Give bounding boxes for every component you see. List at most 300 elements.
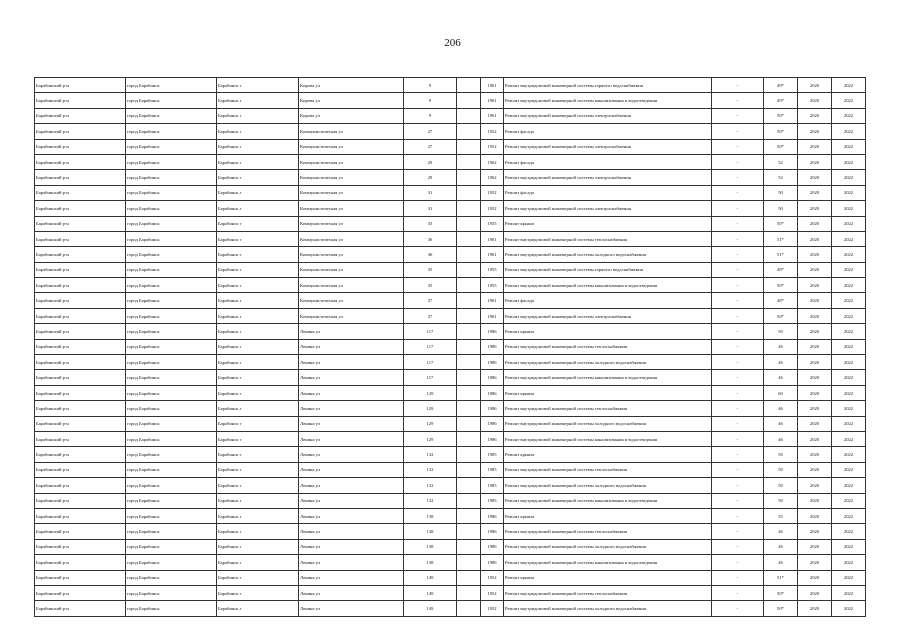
house-number-cell: 138	[404, 539, 457, 554]
street-cell: Коммунистическая ул	[299, 139, 404, 154]
blank-cell	[457, 431, 481, 446]
city-cell: Барабинск г	[217, 93, 299, 108]
start-year-cell: 2020	[798, 185, 832, 200]
work-type-cell: Ремонт внутридомовой инженерной системы горячего водоснабжения	[504, 78, 712, 93]
dash-cell: -	[712, 108, 764, 123]
city-cell: Барабинск г	[217, 385, 299, 400]
build-year-cell: 1985	[481, 447, 504, 462]
house-number-cell: 129	[404, 416, 457, 431]
value-cell: 46	[764, 524, 798, 539]
end-year-cell: 2022	[832, 524, 866, 539]
street-cell: Кирова ул	[299, 93, 404, 108]
table-body	[35, 78, 866, 617]
work-type-cell: Ремонт внутридомовой инженерной системы горячего водоснабжения	[504, 262, 712, 277]
district-cell: Барабинский р-н	[35, 124, 126, 139]
street-cell: Коммунистическая ул	[299, 231, 404, 246]
blank-cell	[457, 339, 481, 354]
city-cell: Барабинск г	[217, 355, 299, 370]
start-year-cell: 2020	[798, 431, 832, 446]
district-cell: Барабинский р-н	[35, 431, 126, 446]
end-year-cell: 2022	[832, 478, 866, 493]
value-cell: 49*	[764, 93, 798, 108]
district-cell: Барабинский р-н	[35, 524, 126, 539]
city-cell: Барабинск г	[217, 478, 299, 493]
house-number-cell: 9	[404, 108, 457, 123]
start-year-cell: 2020	[798, 478, 832, 493]
end-year-cell: 2022	[832, 308, 866, 323]
table-row	[35, 308, 866, 323]
settlement-cell: город Барабинск	[126, 93, 217, 108]
district-cell: Барабинский р-н	[35, 201, 126, 216]
house-number-cell: 29	[404, 170, 457, 185]
district-cell: Барабинский р-н	[35, 493, 126, 508]
dash-cell: -	[712, 324, 764, 339]
end-year-cell: 2022	[832, 247, 866, 262]
end-year-cell: 2022	[832, 139, 866, 154]
value-cell: 50*	[764, 278, 798, 293]
work-type-cell: Ремонт внутридомовой инженерной системы теплоснабжения	[504, 231, 712, 246]
start-year-cell: 2020	[798, 293, 832, 308]
end-year-cell: 2022	[832, 170, 866, 185]
house-number-cell: 9	[404, 93, 457, 108]
start-year-cell: 2020	[798, 139, 832, 154]
table-row	[35, 401, 866, 416]
settlement-cell: город Барабинск	[126, 555, 217, 570]
work-type-cell: Ремонт фасада	[504, 124, 712, 139]
build-year-cell: 1986	[481, 431, 504, 446]
work-type-cell: Ремонт крыши	[504, 216, 712, 231]
build-year-cell: 1952	[481, 124, 504, 139]
start-year-cell: 2020	[798, 93, 832, 108]
blank-cell	[457, 293, 481, 308]
start-year-cell: 2020	[798, 385, 832, 400]
district-cell: Барабинский р-н	[35, 416, 126, 431]
work-type-cell: Ремонт внутридомовой инженерной системы холодного водоснабжения	[504, 355, 712, 370]
work-type-cell: Ремонт фасада	[504, 185, 712, 200]
district-cell: Барабинский р-н	[35, 324, 126, 339]
build-year-cell: 1986	[481, 524, 504, 539]
end-year-cell: 2022	[832, 108, 866, 123]
city-cell: Барабинск г	[217, 278, 299, 293]
dash-cell: -	[712, 524, 764, 539]
table-row	[35, 124, 866, 139]
table-row	[35, 585, 866, 600]
value-cell: 49*	[764, 78, 798, 93]
dash-cell: -	[712, 447, 764, 462]
work-type-cell: Ремонт крыши	[504, 570, 712, 585]
district-cell: Барабинский р-н	[35, 231, 126, 246]
value-cell: 50	[764, 201, 798, 216]
blank-cell	[457, 170, 481, 185]
start-year-cell: 2020	[798, 108, 832, 123]
city-cell: Барабинск г	[217, 585, 299, 600]
start-year-cell: 2020	[798, 401, 832, 416]
house-number-cell: 138	[404, 524, 457, 539]
work-type-cell: Ремонт внутридомовой инженерной системы холодного водоснабжения	[504, 247, 712, 262]
settlement-cell: город Барабинск	[126, 324, 217, 339]
table-row	[35, 539, 866, 554]
settlement-cell: город Барабинск	[126, 231, 217, 246]
value-cell: 50*	[764, 585, 798, 600]
end-year-cell: 2022	[832, 585, 866, 600]
end-year-cell: 2022	[832, 216, 866, 231]
table-row	[35, 431, 866, 446]
dash-cell: -	[712, 278, 764, 293]
table-row	[35, 524, 866, 539]
value-cell: 50*	[764, 108, 798, 123]
settlement-cell: город Барабинск	[126, 78, 217, 93]
house-number-cell: 132	[404, 462, 457, 477]
house-number-cell: 117	[404, 339, 457, 354]
street-cell: Ленина ул	[299, 478, 404, 493]
build-year-cell: 1952	[481, 570, 504, 585]
city-cell: Барабинск г	[217, 124, 299, 139]
settlement-cell: город Барабинск	[126, 293, 217, 308]
table-row	[35, 185, 866, 200]
start-year-cell: 2020	[798, 278, 832, 293]
table-row	[35, 570, 866, 585]
settlement-cell: город Барабинск	[126, 355, 217, 370]
house-number-cell: 132	[404, 478, 457, 493]
city-cell: Барабинск г	[217, 555, 299, 570]
district-cell: Барабинский р-н	[35, 601, 126, 616]
table-row	[35, 170, 866, 185]
table-row	[35, 355, 866, 370]
settlement-cell: город Барабинск	[126, 308, 217, 323]
street-cell: Ленина ул	[299, 355, 404, 370]
build-year-cell: 1961	[481, 231, 504, 246]
street-cell: Ленина ул	[299, 324, 404, 339]
start-year-cell: 2020	[798, 339, 832, 354]
city-cell: Барабинск г	[217, 570, 299, 585]
build-year-cell: 1986	[481, 416, 504, 431]
city-cell: Барабинск г	[217, 431, 299, 446]
city-cell: Барабинск г	[217, 508, 299, 523]
value-cell: 46	[764, 339, 798, 354]
value-cell: 50	[764, 185, 798, 200]
start-year-cell: 2020	[798, 324, 832, 339]
value-cell: 50	[764, 493, 798, 508]
build-year-cell: 1986	[481, 401, 504, 416]
blank-cell	[457, 601, 481, 616]
street-cell: Ленина ул	[299, 555, 404, 570]
settlement-cell: город Барабинск	[126, 431, 217, 446]
end-year-cell: 2022	[832, 339, 866, 354]
start-year-cell: 2020	[798, 216, 832, 231]
build-year-cell: 1962	[481, 154, 504, 169]
end-year-cell: 2022	[832, 231, 866, 246]
table-row	[35, 493, 866, 508]
street-cell: Коммунистическая ул	[299, 201, 404, 216]
district-cell: Барабинский р-н	[35, 462, 126, 477]
district-cell: Барабинский р-н	[35, 370, 126, 385]
table-row	[35, 324, 866, 339]
value-cell: 51*	[764, 570, 798, 585]
street-cell: Ленина ул	[299, 416, 404, 431]
build-year-cell: 1986	[481, 385, 504, 400]
dash-cell: -	[712, 185, 764, 200]
table-row	[35, 385, 866, 400]
end-year-cell: 2022	[832, 385, 866, 400]
city-cell: Барабинск г	[217, 339, 299, 354]
end-year-cell: 2022	[832, 124, 866, 139]
settlement-cell: город Барабинск	[126, 447, 217, 462]
build-year-cell: 1961	[481, 293, 504, 308]
house-number-cell: 117	[404, 370, 457, 385]
end-year-cell: 2022	[832, 324, 866, 339]
work-type-cell: Ремонт внутридомовой инженерной системы канализования и водоотведения	[504, 493, 712, 508]
district-cell: Барабинский р-н	[35, 401, 126, 416]
city-cell: Барабинск г	[217, 293, 299, 308]
house-number-cell: 138	[404, 508, 457, 523]
blank-cell	[457, 231, 481, 246]
table-row	[35, 139, 866, 154]
house-number-cell: 129	[404, 431, 457, 446]
start-year-cell: 2020	[798, 78, 832, 93]
value-cell: 46	[764, 431, 798, 446]
build-year-cell: 1962	[481, 170, 504, 185]
dash-cell: -	[712, 478, 764, 493]
table-row	[35, 216, 866, 231]
settlement-cell: город Барабинск	[126, 539, 217, 554]
district-cell: Барабинский р-н	[35, 293, 126, 308]
settlement-cell: город Барабинск	[126, 216, 217, 231]
value-cell: 52	[764, 170, 798, 185]
dash-cell: -	[712, 385, 764, 400]
district-cell: Барабинский р-н	[35, 278, 126, 293]
start-year-cell: 2020	[798, 370, 832, 385]
start-year-cell: 2020	[798, 524, 832, 539]
street-cell: Ленина ул	[299, 401, 404, 416]
street-cell: Ленина ул	[299, 508, 404, 523]
city-cell: Барабинск г	[217, 493, 299, 508]
build-year-cell: 1952	[481, 139, 504, 154]
build-year-cell: 1986	[481, 539, 504, 554]
start-year-cell: 2020	[798, 447, 832, 462]
build-year-cell: 1986	[481, 555, 504, 570]
value-cell: 52	[764, 154, 798, 169]
dash-cell: -	[712, 539, 764, 554]
street-cell: Кирова ул	[299, 78, 404, 93]
table-row	[35, 231, 866, 246]
city-cell: Барабинск г	[217, 324, 299, 339]
work-type-cell: Ремонт внутридомовой инженерной системы теплоснабжения	[504, 585, 712, 600]
district-cell: Барабинский р-н	[35, 585, 126, 600]
value-cell: 46	[764, 370, 798, 385]
dash-cell: -	[712, 508, 764, 523]
blank-cell	[457, 262, 481, 277]
dash-cell: -	[712, 555, 764, 570]
table-row	[35, 508, 866, 523]
dash-cell: -	[712, 78, 764, 93]
table-row	[35, 247, 866, 262]
start-year-cell: 2020	[798, 231, 832, 246]
city-cell: Барабинск г	[217, 216, 299, 231]
city-cell: Барабинск г	[217, 601, 299, 616]
street-cell: Ленина ул	[299, 431, 404, 446]
build-year-cell: 1955	[481, 216, 504, 231]
district-cell: Барабинский р-н	[35, 555, 126, 570]
district-cell: Барабинский р-н	[35, 170, 126, 185]
table-row	[35, 78, 866, 93]
end-year-cell: 2022	[832, 201, 866, 216]
city-cell: Барабинск г	[217, 401, 299, 416]
district-cell: Барабинский р-н	[35, 355, 126, 370]
dash-cell: -	[712, 493, 764, 508]
build-year-cell: 1961	[481, 247, 504, 262]
build-year-cell: 1961	[481, 93, 504, 108]
house-number-cell: 129	[404, 401, 457, 416]
work-type-cell: Ремонт внутридомовой инженерной системы электроснабжения	[504, 170, 712, 185]
dash-cell: -	[712, 293, 764, 308]
value-cell: 51*	[764, 231, 798, 246]
value-cell: 50	[764, 324, 798, 339]
blank-cell	[457, 216, 481, 231]
blank-cell	[457, 355, 481, 370]
house-number-cell: 9	[404, 78, 457, 93]
work-type-cell: Ремонт внутридомовой инженерной системы теплоснабжения	[504, 401, 712, 416]
settlement-cell: город Барабинск	[126, 201, 217, 216]
dash-cell: -	[712, 431, 764, 446]
end-year-cell: 2022	[832, 601, 866, 616]
value-cell: 46	[764, 539, 798, 554]
value-cell: 55	[764, 508, 798, 523]
city-cell: Барабинск г	[217, 370, 299, 385]
blank-cell	[457, 93, 481, 108]
city-cell: Барабинск г	[217, 447, 299, 462]
street-cell: Ленина ул	[299, 524, 404, 539]
table-row	[35, 555, 866, 570]
city-cell: Барабинск г	[217, 247, 299, 262]
work-type-cell: Ремонт внутридомовой инженерной системы канализования и водоотведения	[504, 555, 712, 570]
settlement-cell: город Барабинск	[126, 185, 217, 200]
work-type-cell: Ремонт крыши	[504, 508, 712, 523]
build-year-cell: 1952	[481, 201, 504, 216]
district-cell: Барабинский р-н	[35, 478, 126, 493]
street-cell: Ленина ул	[299, 385, 404, 400]
table-row	[35, 601, 866, 616]
dash-cell: -	[712, 339, 764, 354]
dash-cell: -	[712, 262, 764, 277]
value-cell: 46	[764, 401, 798, 416]
house-number-cell: 33	[404, 216, 457, 231]
blank-cell	[457, 385, 481, 400]
build-year-cell: 1986	[481, 508, 504, 523]
work-type-cell: Ремонт внутридомовой инженерной системы теплоснабжения	[504, 339, 712, 354]
settlement-cell: город Барабинск	[126, 262, 217, 277]
house-number-cell: 35	[404, 262, 457, 277]
house-number-cell: 27	[404, 124, 457, 139]
dash-cell: -	[712, 124, 764, 139]
settlement-cell: город Барабинск	[126, 493, 217, 508]
work-type-cell: Ремонт внутридомовой инженерной системы холодного водоснабжения	[504, 416, 712, 431]
value-cell: 48*	[764, 293, 798, 308]
table-row	[35, 370, 866, 385]
work-type-cell: Ремонт фасада	[504, 154, 712, 169]
street-cell: Коммунистическая ул	[299, 154, 404, 169]
value-cell: 50*	[764, 601, 798, 616]
district-cell: Барабинский р-н	[35, 247, 126, 262]
work-type-cell: Ремонт крыши	[504, 447, 712, 462]
blank-cell	[457, 108, 481, 123]
city-cell: Барабинск г	[217, 539, 299, 554]
end-year-cell: 2022	[832, 401, 866, 416]
start-year-cell: 2020	[798, 124, 832, 139]
blank-cell	[457, 324, 481, 339]
start-year-cell: 2020	[798, 154, 832, 169]
end-year-cell: 2022	[832, 447, 866, 462]
dash-cell: -	[712, 139, 764, 154]
work-type-cell: Ремонт внутридомовой инженерной системы холодного водоснабжения	[504, 478, 712, 493]
settlement-cell: город Барабинск	[126, 339, 217, 354]
work-type-cell: Ремонт внутридомовой инженерной системы холодного водоснабжения	[504, 601, 712, 616]
house-number-cell: 31	[404, 185, 457, 200]
settlement-cell: город Барабинск	[126, 416, 217, 431]
blank-cell	[457, 185, 481, 200]
work-type-cell: Ремонт внутридомовой инженерной системы канализования и водоотведения	[504, 278, 712, 293]
end-year-cell: 2022	[832, 555, 866, 570]
end-year-cell: 2022	[832, 570, 866, 585]
district-cell: Барабинский р-н	[35, 154, 126, 169]
settlement-cell: город Барабинск	[126, 370, 217, 385]
work-type-cell: Ремонт внутридомовой инженерной системы электроснабжения	[504, 201, 712, 216]
blank-cell	[457, 370, 481, 385]
district-cell: Барабинский р-н	[35, 508, 126, 523]
city-cell: Барабинск г	[217, 139, 299, 154]
start-year-cell: 2020	[798, 462, 832, 477]
dash-cell: -	[712, 462, 764, 477]
district-cell: Барабинский р-н	[35, 339, 126, 354]
dash-cell: -	[712, 170, 764, 185]
city-cell: Барабинск г	[217, 154, 299, 169]
value-cell: 48*	[764, 262, 798, 277]
street-cell: Коммунистическая ул	[299, 278, 404, 293]
district-cell: Барабинский р-н	[35, 447, 126, 462]
end-year-cell: 2022	[832, 78, 866, 93]
value-cell: 50*	[764, 139, 798, 154]
dash-cell: -	[712, 570, 764, 585]
district-cell: Барабинский р-н	[35, 570, 126, 585]
start-year-cell: 2020	[798, 508, 832, 523]
house-number-cell: 36	[404, 247, 457, 262]
table-row	[35, 278, 866, 293]
street-cell: Ленина ул	[299, 339, 404, 354]
city-cell: Барабинск г	[217, 108, 299, 123]
street-cell: Коммунистическая ул	[299, 185, 404, 200]
table-row	[35, 462, 866, 477]
house-number-cell: 138	[404, 555, 457, 570]
city-cell: Барабинск г	[217, 231, 299, 246]
house-number-cell: 27	[404, 139, 457, 154]
settlement-cell: город Барабинск	[126, 524, 217, 539]
start-year-cell: 2020	[798, 201, 832, 216]
settlement-cell: город Барабинск	[126, 124, 217, 139]
street-cell: Коммунистическая ул	[299, 124, 404, 139]
build-year-cell: 1986	[481, 370, 504, 385]
value-cell: 50	[764, 478, 798, 493]
dash-cell: -	[712, 585, 764, 600]
dash-cell: -	[712, 231, 764, 246]
value-cell: 50*	[764, 308, 798, 323]
settlement-cell: город Барабинск	[126, 601, 217, 616]
dash-cell: -	[712, 355, 764, 370]
blank-cell	[457, 247, 481, 262]
work-type-cell: Ремонт внутридомовой инженерной системы канализования и водоотведения	[504, 93, 712, 108]
table-row	[35, 93, 866, 108]
blank-cell	[457, 124, 481, 139]
settlement-cell: город Барабинск	[126, 478, 217, 493]
value-cell: 46	[764, 416, 798, 431]
